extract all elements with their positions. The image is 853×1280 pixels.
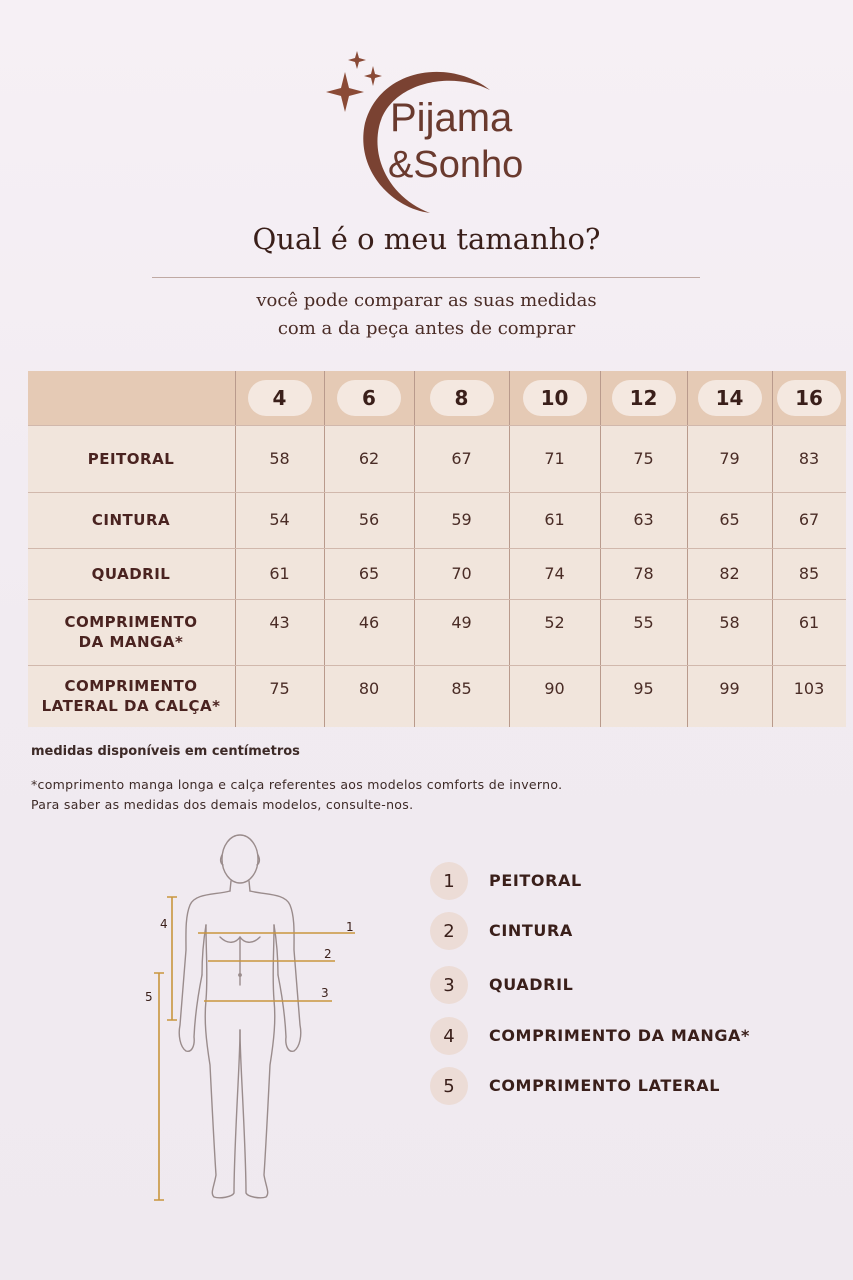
legend-number-badge: 3 [430,966,468,1004]
row-label-line: CINTURA [91,511,171,529]
size-header-16: 16 [777,380,841,416]
row-label-line: LATERAL DA CALÇA* [41,697,221,715]
legend-number-badge: 2 [430,912,468,950]
figure-marker-5: 5 [145,990,153,1004]
subtitle-line: com a da peça antes de comprar [277,318,576,339]
subtitle-line: você pode comparar as suas medidas [256,290,597,311]
table-cell: 71 [544,448,565,468]
row-label-line: DA MANGA* [78,633,184,651]
table-cell: 61 [798,613,820,632]
table-cell: 80 [358,679,380,698]
row-label-line: QUADRIL [91,564,171,583]
row-divider [28,425,846,426]
size-chart-table [28,371,846,727]
legend-label: COMPRIMENTO LATERAL [489,1076,721,1095]
row-divider [28,492,846,493]
table-cell: 54 [269,510,290,529]
size-header-10: 10 [523,380,587,416]
row-label [28,676,234,716]
footnote [31,775,562,815]
table-cell: 58 [719,613,740,632]
table-cell: 79 [719,448,740,468]
table-cell: 75 [633,448,654,468]
table-cell: 78 [633,563,654,583]
row-divider [28,599,846,600]
subtitle [0,287,853,343]
table-cell: 65 [358,563,380,583]
table-cell: 65 [719,510,740,529]
page-title: Qual é o meu tamanho? [252,222,601,256]
footnote-line: Para saber as medidas dos demais modelos, consulte-nos. [31,797,414,812]
title-divider [152,277,700,278]
row-label-line: PEITORAL [87,449,175,468]
figure-marker-2: 2 [324,947,332,961]
figure-marker-1: 1 [346,920,354,934]
size-header-4: 4 [248,380,312,416]
footnote-line: *comprimento manga longa e calça referentes aos modelos comforts de inverno. [31,777,563,792]
legend-label: CINTURA [489,921,573,940]
table-cell: 56 [358,510,380,529]
table-cell: 49 [451,613,472,632]
table-cell: 103 [793,679,825,698]
row-divider [28,548,846,549]
legend-label: QUADRIL [489,975,574,994]
size-header-8: 8 [430,380,494,416]
table-cell: 61 [269,563,290,583]
legend-number-badge: 1 [430,862,468,900]
table-cell: 58 [269,448,290,468]
row-label [28,449,234,469]
table-cell: 63 [633,510,654,529]
table-cell: 85 [451,679,472,698]
row-label-line: COMPRIMENTO [64,613,198,631]
table-cell: 83 [798,448,820,468]
table-cell: 55 [633,613,654,632]
table-cell: 59 [451,510,472,529]
table-cell: 52 [544,613,565,632]
brand-name-line2: &Sonho [388,144,524,186]
human-body-outline-icon [140,825,380,1210]
row-label [28,612,234,652]
row-label-line: COMPRIMENTO [64,677,198,695]
table-cell: 95 [633,679,654,698]
legend-label: COMPRIMENTO DA MANGA* [489,1026,751,1045]
table-cell: 99 [719,679,740,698]
table-cell: 75 [269,679,290,698]
figure-marker-4: 4 [160,917,168,931]
table-cell: 74 [544,563,565,583]
legend-number-badge: 5 [430,1067,468,1105]
table-cell: 61 [544,510,565,529]
row-divider [28,665,846,666]
size-header-14: 14 [698,380,762,416]
row-label [28,510,234,530]
units-note: medidas disponíveis em centímetros [31,744,300,759]
table-cell: 62 [358,448,380,468]
table-cell: 90 [544,679,565,698]
table-cell: 46 [358,613,380,632]
figure-marker-3: 3 [321,986,329,1000]
brand-logo [320,48,560,218]
legend-number-badge: 4 [430,1017,468,1055]
table-cell: 82 [719,563,740,583]
table-cell: 67 [798,510,820,529]
body-measurement-figure [140,825,380,1210]
size-header-6: 6 [337,380,401,416]
legend-label: PEITORAL [489,871,582,890]
size-header-12: 12 [612,380,676,416]
table-cell: 85 [798,563,820,583]
table-cell: 67 [451,448,472,468]
row-label [28,564,234,584]
table-cell: 70 [451,563,472,583]
table-cell: 43 [269,613,290,632]
brand-name-line1: Pijama [390,96,513,140]
